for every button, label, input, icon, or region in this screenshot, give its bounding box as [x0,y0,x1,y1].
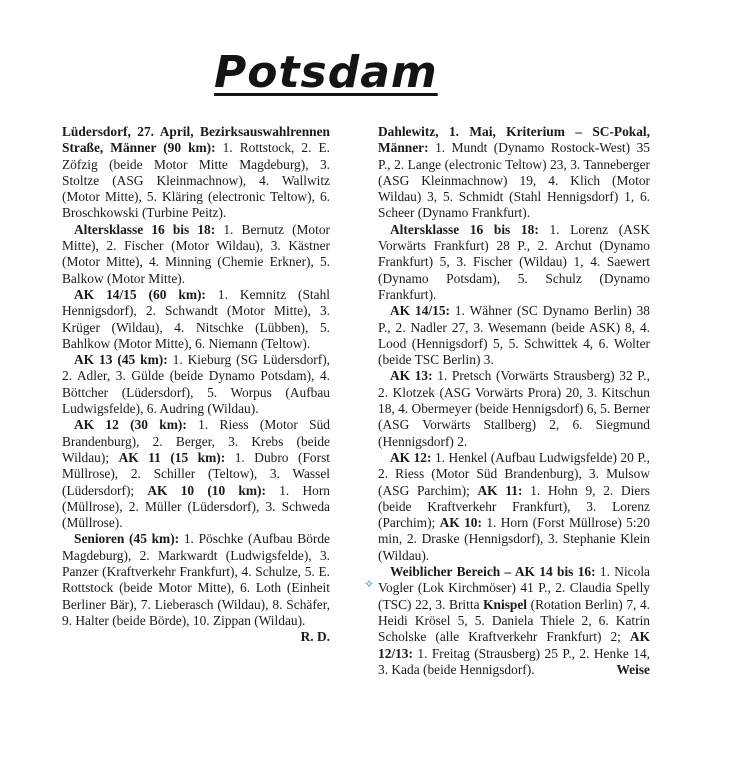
author-signature: Weise [616,661,650,677]
category-label: AK 12: [390,449,432,465]
paragraph-age-16-18 [62,222,330,287]
paragraph-women [378,564,650,678]
results-text: 1. Dubro (Forst Müllrose), 2. Schiller (Teltow), 3. Wassel (Lüdersdorf); [62,449,330,498]
results-text: 1. Bernutz (Motor Mitte), 2. Fischer (Motor Wildau), 3. Kästner (Motor Mitte), 4. Minning (Chemie Erkner), 5. Balkow (Motor Mitte). [62,221,330,286]
paragraph-ak-14-15 [62,287,330,352]
category-label: AK 14/15 (60 km): [74,286,206,302]
results-text: 1. Rottstock, 2. E. Zöfzig (beide Motor Mitte Magdeburg), 3. Stoltze (ASG Kleinmachnow), 4. Wallwitz (Motor Mitte), 5. Kläring (electronic Teltow), 6. Broschkowski (Turbine Peitz). [62,140,330,221]
category-label: AK 12/13: [378,629,650,661]
results-text: 1. Hohn 9, 2. Diers (beide Kraftverkehr Frankfurt), 3. Lorenz (Parchim); [378,482,650,531]
paragraph-ak-14-15 [378,303,650,368]
category-label: AK 12 (30 km): [74,417,187,433]
paragraph-age-16-18 [378,222,650,303]
results-text: 1. Henkel (Aufbau Ludwigsfelde) 20 P., 2. Riess (Motor Süd Brandenburg), 3. Mulsow (ASG Parchim); [378,449,650,498]
category-label: Senioren (45 km): [74,531,180,547]
category-label: AK 10: [439,515,482,531]
author-signature: R. D. [300,629,330,645]
paragraph-ak-12-10 [62,417,330,531]
category-label: AK 11 (15 km): [118,449,226,465]
paragraph-men [62,124,330,222]
athlete-name: Knispel [483,596,528,612]
results-text: 1. Riess (Motor Süd Brandenburg), 2. Berger, 3. Krebs (beide Wildau); [62,417,330,465]
results-text: (Rotation Berlin) 7, 4. Heidi Krösel 5, 5. Daniela Thiele 2, 6. Katrin Scholske (alle Kraftverkehr Frankfurt) 2; [378,596,650,645]
results-text: 1. Pöschke (Aufbau Börde Magdeburg), 2. Markwardt (Ludwigsfelde), 3. Panzer (Kraftverkehr Frankfurt), 4. Schulze, 5. E. Rottstock (beide Motor Mitte), 6. Loth (Einheit Berliner Bär), 7. Lieberasch (Wildau), 8. Schäfer, 9. Halter (beide Börde), 10. Zippan (Wildau). [62,531,330,628]
category-label: Weiblicher Bereich – AK 14 bis 16: [390,564,596,580]
results-text: 1. Kemnitz (Stahl Hennigsdorf), 2. Schwandt (Motor Mitte), 3. Krüger (Wildau), 4. Nitschke (Lübben), 5. Bahlkow (Motor Mitte), 6. Niemann (Teltow). [62,286,330,351]
results-text: 1. Horn (Müllrose), 2. Müller (Lüdersdorf), 3. Schweda (Müllrose). [62,482,331,531]
category-label: AK 13: [390,368,433,384]
results-text: 1. Horn (Forst Müllrose) 5:20 min, 2. Draske (Hennigsdorf), 3. Stephanie Klein (Wildau). [378,515,650,563]
paragraph-ak-12-10 [378,450,650,564]
results-text: 1. Wähner (SC Dynamo Berlin) 38 P., 2. Nadler 27, 3. Wesemann (beide ASK) 8, 4. Lood (Hennigsdorf) 5, 5. Schwittek 4, 6. Wolter (beide TSC Berlin) 3. [378,303,650,368]
category-label: Altersklasse 16 bis 18: [390,221,539,237]
category-label: AK 11: [477,482,523,498]
category-label: AK 13 (45 km): [74,352,168,368]
category-label: AK 10 (10 km): [147,482,266,498]
category-label: AK 14/15: [390,303,450,319]
results-text: 1. Lorenz (ASK Vorwärts Frankfurt) 28 P., 2. Archut (Dynamo Frankfurt) 5, 3. Fischer (Wildau) 1, 4. Saewert (Dynamo Potsdam), 5. Schulz (Dynamo Frankfurt). [378,221,651,302]
results-text: 1. Nicola Vogler (Lok Kirchmöser) 41 P., 2. Claudia Spelly (TSC) 22, 3. Britta [378,564,650,612]
results-text: 1. Freitag (Strausberg) 25 P., 2. Henke 14, 3. Kada (beide Hennigsdorf). [378,645,650,677]
results-text: 1. Mundt (Dynamo Rostock-West) 35 P., 2. Lange (electronic Teltow) 23, 3. Tanneberger (ASG Kleinmachnow) 19, 4. Klich (Motor Wildau) 3, 5. Schmidt (Stahl Hennigsdorf) 1, 6. Scheer (Dynamo Frankfurt). [378,140,650,221]
race-heading: Lüdersdorf, 27. April, Bezirksauswahlrennen Straße, Männer (90 km): [62,124,330,156]
category-label: Altersklasse 16 bis 18: [74,221,216,237]
results-column-left [62,124,330,646]
race-heading: Dahlewitz, 1. Mai, Kriterium – SC-Pokal, Männer: [378,124,650,156]
paragraph-ak-13 [62,352,330,417]
page-title: Potsdam [214,47,438,98]
results-column-right [378,124,650,678]
paragraph-criterium [378,124,650,222]
crosshair-marker-icon: ✧ [364,577,375,591]
paragraph-seniors [62,531,330,645]
paragraph-ak-13 [378,368,650,449]
results-text: 1. Kieburg (SG Lüdersdorf), 2. Adler, 3. Gülde (beide Dynamo Potsdam), 4. Böttcher (Lüdersdorf), 5. Worpus (Aufbau Ludwigsfelde), 6. Audring (Wildau). [62,352,330,417]
results-text: 1. Pretsch (Vorwärts Strausberg) 32 P., 2. Klotzek (ASG Vorwärts Prora) 20, 3. Kitschun 18, 4. Obermeyer (beide Hennigsdorf) 6, 5. Berner (ASG Vorwärts Stallberg) 2, 6. Siegmund (Hennigsdorf) 2. [378,368,650,449]
